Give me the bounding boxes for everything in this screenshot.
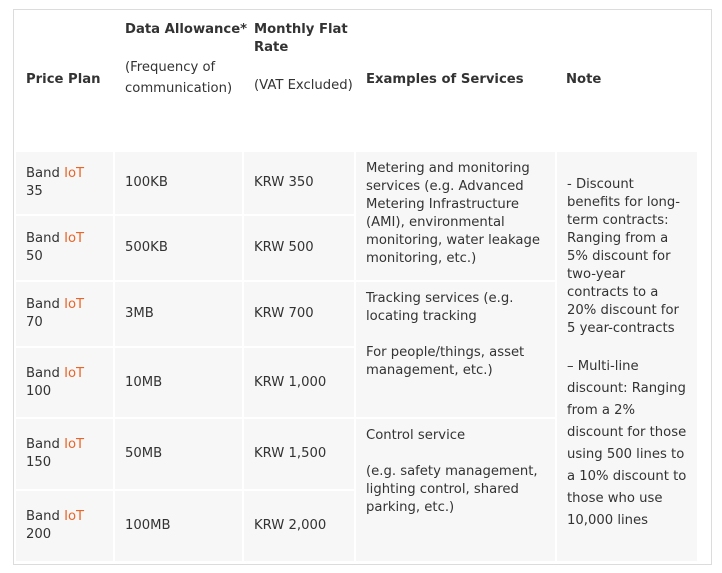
data-allowance-cell (115, 282, 242, 346)
price-plan-cell (16, 348, 113, 417)
band-word: Band (26, 166, 60, 181)
monthly-rate-value: KRW 700 (254, 306, 314, 321)
band-number: 50 (26, 249, 43, 264)
band-word: Band (26, 509, 60, 524)
price-plan-label (26, 165, 84, 201)
monthly-rate-cell (244, 419, 354, 489)
price-table (13, 9, 712, 565)
monthly-rate-cell (244, 348, 354, 417)
header-data-allowance-sub: (Frequency of communication) (125, 60, 233, 96)
examples-tracking-1: Tracking services (e.g. locating tracking (366, 291, 514, 324)
monthly-rate-cell (244, 152, 354, 214)
examples-tracking-2: For people/things, asset management, etc.) (366, 345, 525, 378)
header-note: Note (566, 72, 602, 87)
header-data-allowance-title: Data Allowance* (125, 22, 248, 37)
data-allowance-value: 100KB (125, 175, 168, 190)
monthly-rate-cell (244, 491, 354, 561)
price-plan-label (26, 230, 84, 266)
iot-word: IoT (64, 231, 85, 246)
price-plan-cell (16, 216, 113, 280)
examples-metering-cell (356, 152, 555, 280)
header-price-plan: Price Plan (26, 72, 101, 87)
examples-control-cell (356, 419, 555, 561)
header-monthly-rate-title: Monthly Flat Rate (254, 22, 348, 55)
monthly-rate-value: KRW 350 (254, 175, 314, 190)
note-multi-line: – Multi-line discount: Ranging from a 2% discount for those using 500 lines to a 10% discount to those who use 10,000 lines (567, 359, 687, 528)
note-long-term: - Discount benefits for long-term contracts: Ranging from a 5% discount for two-year contracts to a 20% discount for 5 year-contracts (567, 177, 681, 336)
iot-word: IoT (64, 437, 85, 452)
price-plan-label (26, 365, 84, 401)
monthly-rate-value: KRW 1,000 (254, 374, 327, 390)
price-plan-cell (16, 152, 113, 214)
price-plan-cell (16, 491, 113, 561)
data-allowance-value: 3MB (125, 306, 154, 321)
header-examples: Examples of Services (366, 72, 524, 87)
price-plan-cell (16, 419, 113, 489)
iot-word: IoT (64, 509, 85, 524)
examples-tracking-cell (356, 282, 555, 417)
band-number: 100 (26, 383, 52, 399)
data-allowance-value: 500KB (125, 240, 168, 255)
price-plan-label (26, 436, 84, 472)
examples-control-2: (e.g. safety management, lighting control, shared parking, etc.) (366, 464, 538, 515)
data-allowance-cell (115, 348, 242, 417)
header-data-allowance (125, 21, 250, 99)
monthly-rate-value: KRW 500 (254, 240, 314, 255)
examples-metering: Metering and monitoring services (e.g. Advanced Metering Infrastructure (AMI), environmental monitoring, water leakage monitoring, etc.) (366, 161, 540, 266)
examples-control-1: Control service (366, 428, 466, 443)
band-word: Band (26, 365, 60, 381)
data-allowance-value: 10MB (125, 374, 163, 390)
data-allowance-cell (115, 216, 242, 280)
band-word: Band (26, 297, 60, 312)
note-cell (557, 152, 697, 561)
monthly-rate-cell (244, 282, 354, 346)
monthly-rate-cell (244, 216, 354, 280)
band-number: 200 (26, 527, 52, 542)
band-word: Band (26, 437, 60, 452)
monthly-rate-value: KRW 2,000 (254, 518, 327, 533)
price-plan-cell (16, 282, 113, 346)
band-number: 150 (26, 455, 52, 470)
iot-word: IoT (64, 365, 85, 381)
iot-word: IoT (64, 166, 85, 181)
header-monthly-rate-sub: (VAT Excluded) (254, 78, 353, 93)
band-number: 35 (26, 184, 43, 199)
price-plan-label (26, 508, 84, 544)
header-monthly-rate (254, 21, 354, 96)
data-allowance-cell (115, 152, 242, 214)
data-allowance-value: 100MB (125, 518, 171, 533)
iot-word: IoT (64, 297, 85, 312)
band-word: Band (26, 231, 60, 246)
data-allowance-cell (115, 419, 242, 489)
price-plan-label (26, 296, 84, 332)
data-allowance-value: 50MB (125, 446, 163, 461)
monthly-rate-value: KRW 1,500 (254, 446, 327, 461)
data-allowance-cell (115, 491, 242, 561)
band-number: 70 (26, 315, 43, 330)
